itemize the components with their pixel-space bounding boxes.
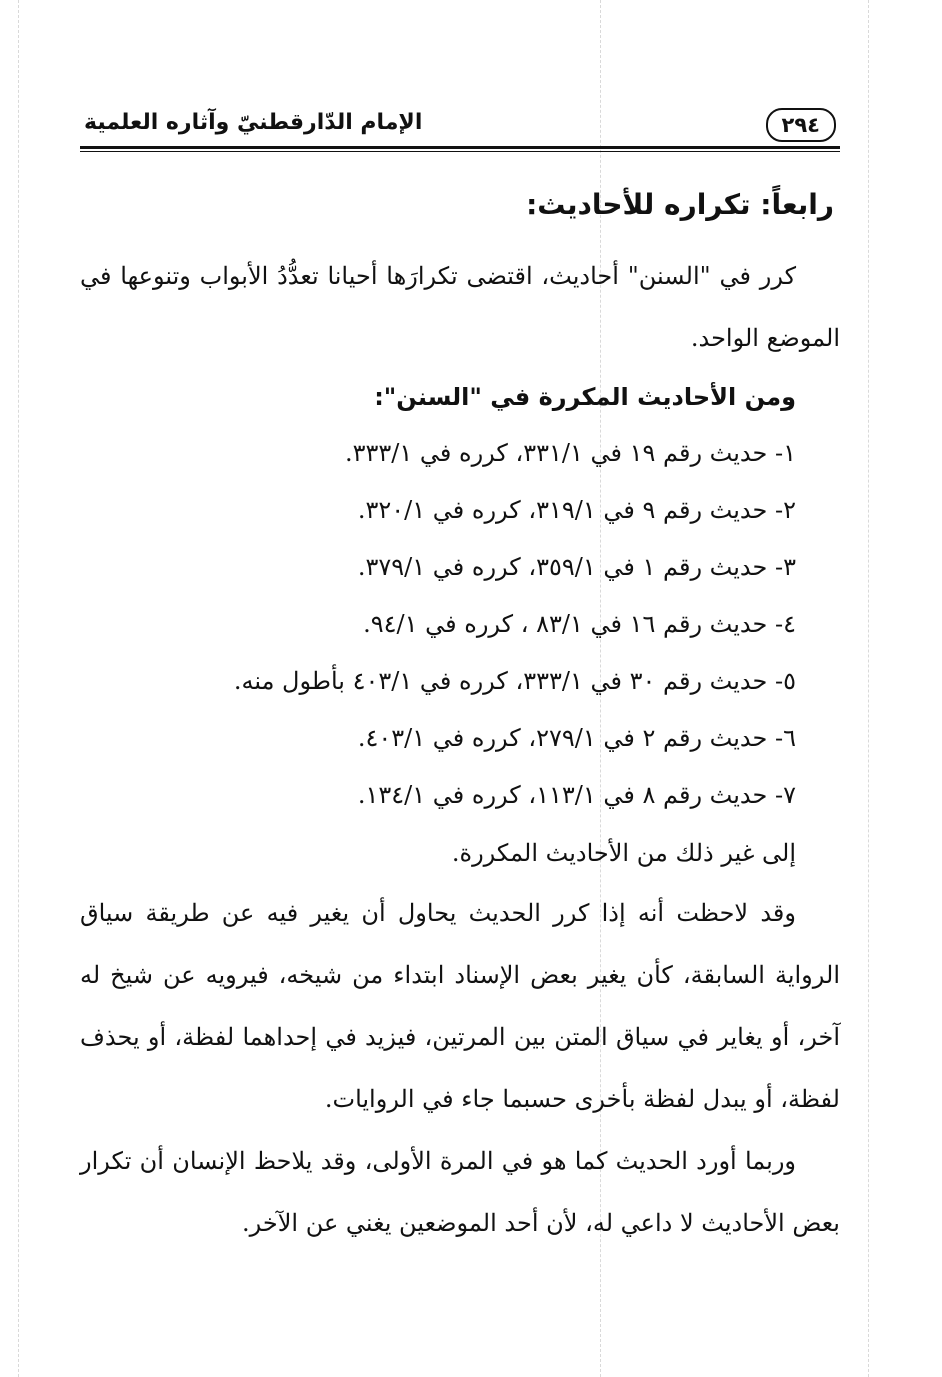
header-rule-thin: [80, 151, 840, 152]
header-rule: [80, 146, 840, 149]
list-item: ٦- حديث رقم ٢ في ٢٧٩/١، كرره في ٤٠٣/١.: [357, 724, 796, 752]
closing-line: إلى غير ذلك من الأحاديث المكررة.: [451, 839, 796, 867]
intro-paragraph: كرر في "السنن" أحاديث، اقتضى تكرارَها أحيانا تعدُّدُ الأبواب وتنوعها في الموضع الواحد.: [80, 262, 840, 352]
page-header: [80, 106, 840, 152]
book-title: الإمام الدّارقطنيّ وآثاره العلمية: [84, 110, 423, 135]
paragraph-repetition: وربما أورد الحديث كما هو في المرة الأولى، وقد يلاحظ الإنسان أن تكرار بعض الأحاديث لا داعي له، لأن أحد الموضعين يغني عن الآخر.: [80, 1147, 840, 1237]
list-heading: ومن الأحاديث المكررة في "السنن":: [374, 383, 796, 411]
list-item: ٤- حديث رقم ١٦ في ٨٣/١ ، كرره في ٩٤/١.: [363, 610, 796, 638]
scan-artifact-line: [868, 0, 869, 1377]
page-number: ٢٩٤: [766, 108, 836, 142]
list-item: ١- حديث رقم ١٩ في ٣٣١/١، كرره في ٣٣٣/١.: [344, 439, 796, 467]
list-item: ٧- حديث رقم ٨ في ١١٣/١، كرره في ١٣٤/١.: [357, 781, 796, 809]
section-heading: رابعاً: تكراره للأحاديث:: [526, 188, 834, 221]
paragraph-variation: وقد لاحظت أنه إذا كرر الحديث يحاول أن يغير فيه عن طريقة سياق الرواية السابقة، كأن يغير بعض الإسناد ابتداء من شيخه، فيرويه عن شيخ له آخر، أو يغاير في سياق المتن بين المرتين، فيزيد في إحداهما لفظة، أو يحذف لفظة، أو يبدل لفظة بأخرى حسبما جاء في الروايات.: [80, 899, 840, 1113]
page-body: [80, 188, 840, 1254]
scan-artifact-line: [18, 0, 19, 1377]
list-item: ٥- حديث رقم ٣٠ في ٣٣٣/١، كرره في ٤٠٣/١ بأطول منه.: [233, 667, 796, 695]
hadith-list: [80, 425, 840, 824]
list-item: ٢- حديث رقم ٩ في ٣١٩/١، كرره في ٣٢٠/١.: [357, 496, 796, 524]
list-item: ٣- حديث رقم ١ في ٣٥٩/١، كرره في ٣٧٩/١.: [357, 553, 796, 581]
